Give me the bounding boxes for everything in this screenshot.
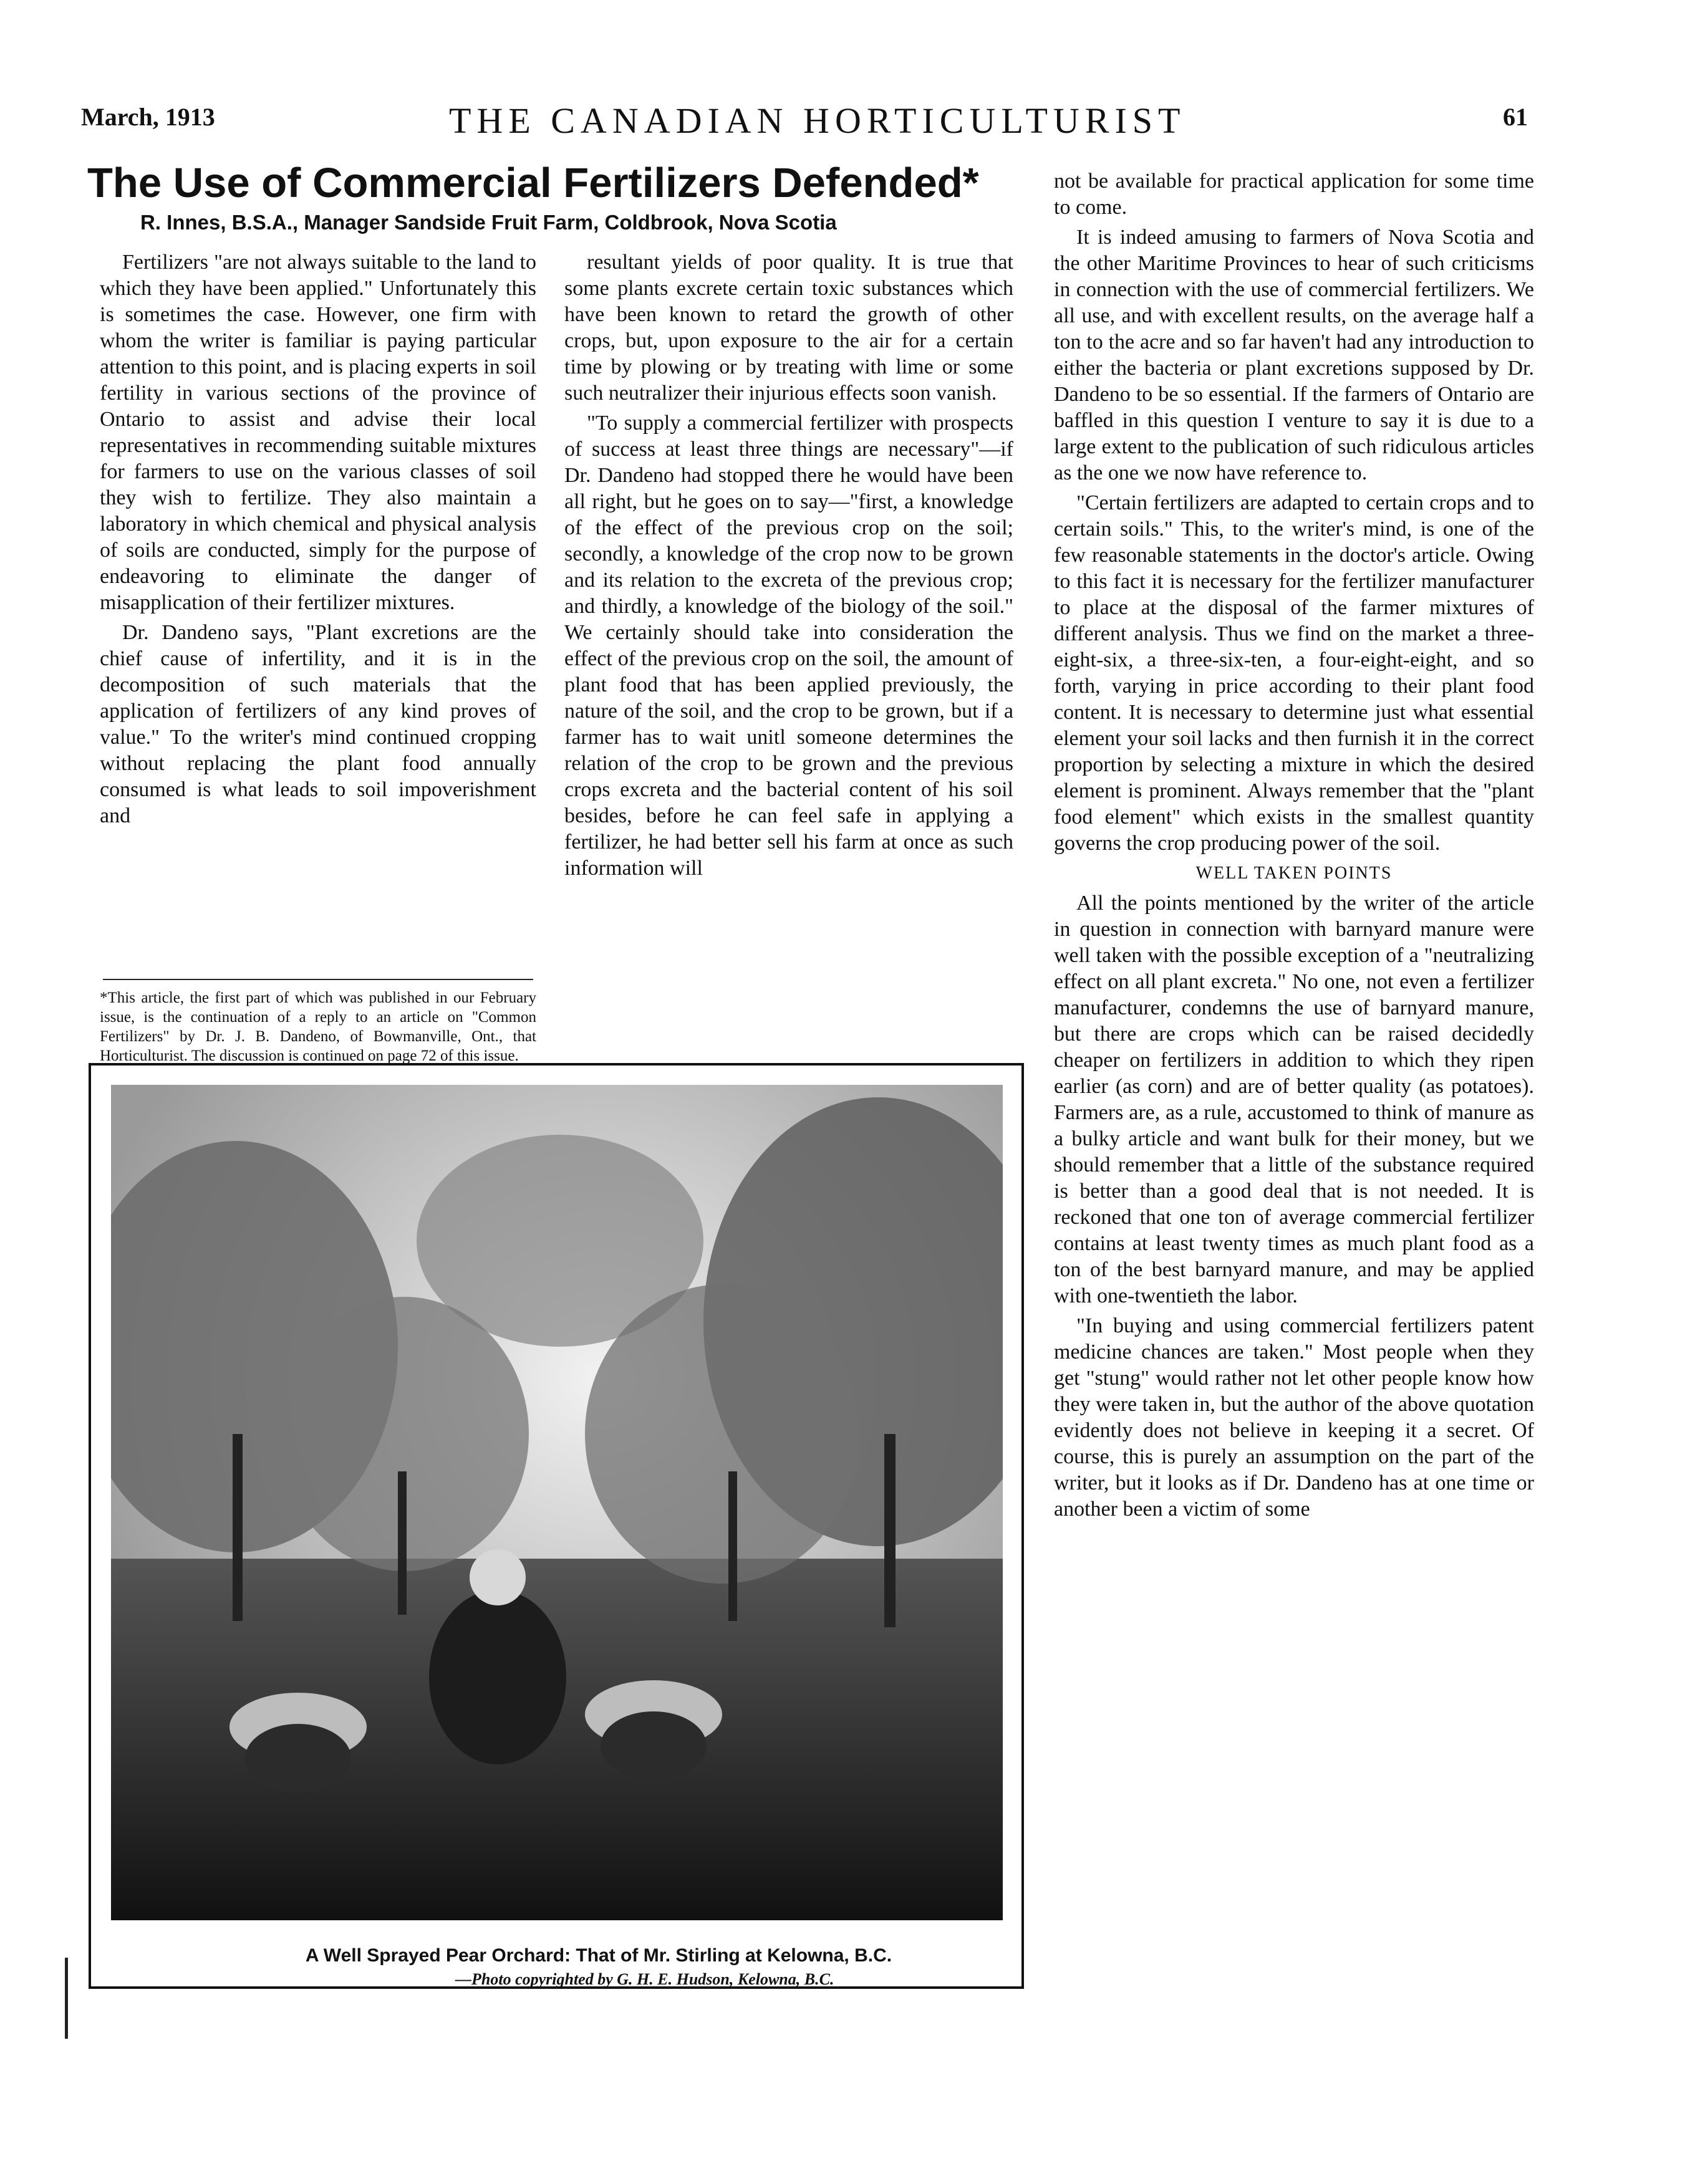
paragraph: not be available for practical application for some time to come. bbox=[1054, 170, 1534, 219]
text-column-3 bbox=[1054, 168, 1534, 1523]
paragraph: All the points mentioned by the writer of the article in question in connection with barnyard manure were well taken with the possible exception of a "neutralizing effect on all plant excreta." No one, not even a fertilizer manufacturer, condemns the use of barnyard manure, but there are crops which can be raised decidedly cheaper on fertilizers in addition to which they ripen earlier (as corn) and are of better quality (as potatoes). Farmers are, as a rule, accustomed to think of manure as a bulky article and want bulk for their money, but we should remember that a little of the substance required is better than a good deal that is not needed. It is reckoned that one ton of average commercial fertilizer contains at least twenty times as much plant food as a ton of the best barnyard manure, and may be applied with one-twentieth the labor. bbox=[1054, 892, 1534, 1307]
margin-mark bbox=[65, 1958, 68, 2039]
paragraph: It is indeed amusing to farmers of Nova Scotia and the other Maritime Provinces to hear of such criticisms in connection with the use of commercial fertilizers. We all use, and with excellent results, on the average half a ton to the acre and so far haven't had any introduction to either the bacteria or plant excretions supposed by Dr. Dandeno to be so essential. If the farmers of Ontario are baffled in this question I venture to say it is due to a large extent to the publication of such ridiculous articles as the one we now have reference to. bbox=[1054, 226, 1534, 484]
paragraph: "In buying and using commercial fertilizers patent medicine chances are taken." Most people when they get "stung" would rather not let other people know how they were taken in, but the author of the above quotation evidently does not believe in keeping it a secret. Of course, this is purely an assumption on the part of the writer, but it looks as if Dr. Dandeno has at one time or another been a victim of some bbox=[1054, 1314, 1534, 1521]
photo-credit: —Photo copyrighted by G. H. E. Hudson, Kelowna, B.C. bbox=[455, 1970, 834, 1988]
article-byline: R. Innes, B.S.A., Manager Sandside Fruit Farm, Coldbrook, Nova Scotia bbox=[140, 211, 837, 234]
publication-title: THE CANADIAN HORTICULTURIST bbox=[449, 100, 1186, 141]
paragraph: Dr. Dandeno says, "Plant excretions are the chief cause of infertility, and it is in the decomposition of such materials that the application of fertilizers of any kind proves of value." To the writer's mind continued cropping without replacing the plant food annually consumed is what leads to soil impoverishment and bbox=[100, 621, 536, 827]
text-column-2 bbox=[564, 249, 1013, 882]
article-title: The Use of Commercial Fertilizers Defended* bbox=[87, 160, 979, 206]
orchard-photo bbox=[111, 1085, 1003, 1920]
text-column-1 bbox=[100, 249, 536, 829]
paragraph: "Certain fertilizers are adapted to certain crops and to certain soils." This, to the writer's mind, is one of the few reasonable statements in the doctor's article. Owing to this fact it is necessary for the fertilizer manufacturer to place at the disposal of the farmer mixtures of different analysis. Thus we find on the market a three-eight-six, a three-six-ten, a four-eight-eight, and so forth, varying in price according to their plant food content. It is necessary to determine just what essential element your soil lacks and then furnish it in the correct proportion by selecting a mixture in which the desired element is prominent. Always remember that the "plant food element" which exists in the smallest quantity governs the crop producing power of the soil. bbox=[1054, 491, 1534, 855]
section-subheading: WELL TAKEN POINTS bbox=[1195, 863, 1393, 883]
paragraph: Fertilizers "are not always suitable to the land to which they have been applied." Unfortunately this is sometimes the case. However, one firm with whom the writer is familiar is paying particular attention to this point, and is placing experts in soil fertility in various sections of the province of Ontario to assist and advise their local representatives in recommending suitable mixtures for farmers to use on the various classes of soil they wish to fertilize. They also maintain a laboratory in which chemical and physical analysis of soils are conducted, simply for the purpose of endeavoring to eliminate the danger of misapplication of their fertilizer mixtures. bbox=[100, 251, 536, 614]
paragraph: resultant yields of poor quality. It is true that some plants excrete certain toxic substances which have been known to retard the growth of other crops, but, upon exposure to the air for a certain time by plowing or by treating with lime or some such neutralizer their injurious effects soon vanish. bbox=[564, 251, 1013, 405]
footnote: *This article, the first part of which was published in our February issue, is the continuation of a reply to an article on "Common Fertilizers" by Dr. J. B. Dandeno, of Bowmanville, Ont., that Horticulturist. The discussion is continued on page 72 of this issue. bbox=[100, 989, 536, 1064]
footnote-divider bbox=[103, 979, 533, 980]
paragraph: "To supply a commercial fertilizer with prospects of success at least three things are necessary"—if Dr. Dandeno had stopped there he would have been all right, but he goes on to say—"first, a knowledge of the effect of the previous crop on the soil; secondly, a knowledge of the crop now to be grown and its relation to the excreta of the previous crop; and thirdly, a knowledge of the biology of the soil." We certainly should take into consideration the effect of the previous crop on the soil, the amount of plant food that has been applied previously, the nature of the soil, and the crop to be grown, but if a farmer has to wait unitl someone determines the relation of the crop to be grown and the previous crops excreta and the bacterial content of his soil besides, before he can feel safe in applying a fertilizer, he had better sell his farm at once as such information will bbox=[564, 411, 1013, 880]
running-header bbox=[81, 100, 1528, 150]
page-number: 61 bbox=[1503, 103, 1528, 131]
issue-date: March, 1913 bbox=[81, 103, 215, 131]
photo-caption: A Well Sprayed Pear Orchard: That of Mr. Stirling at Kelowna, B.C. bbox=[305, 1945, 892, 1966]
orchard-photo-image bbox=[111, 1085, 1003, 1920]
